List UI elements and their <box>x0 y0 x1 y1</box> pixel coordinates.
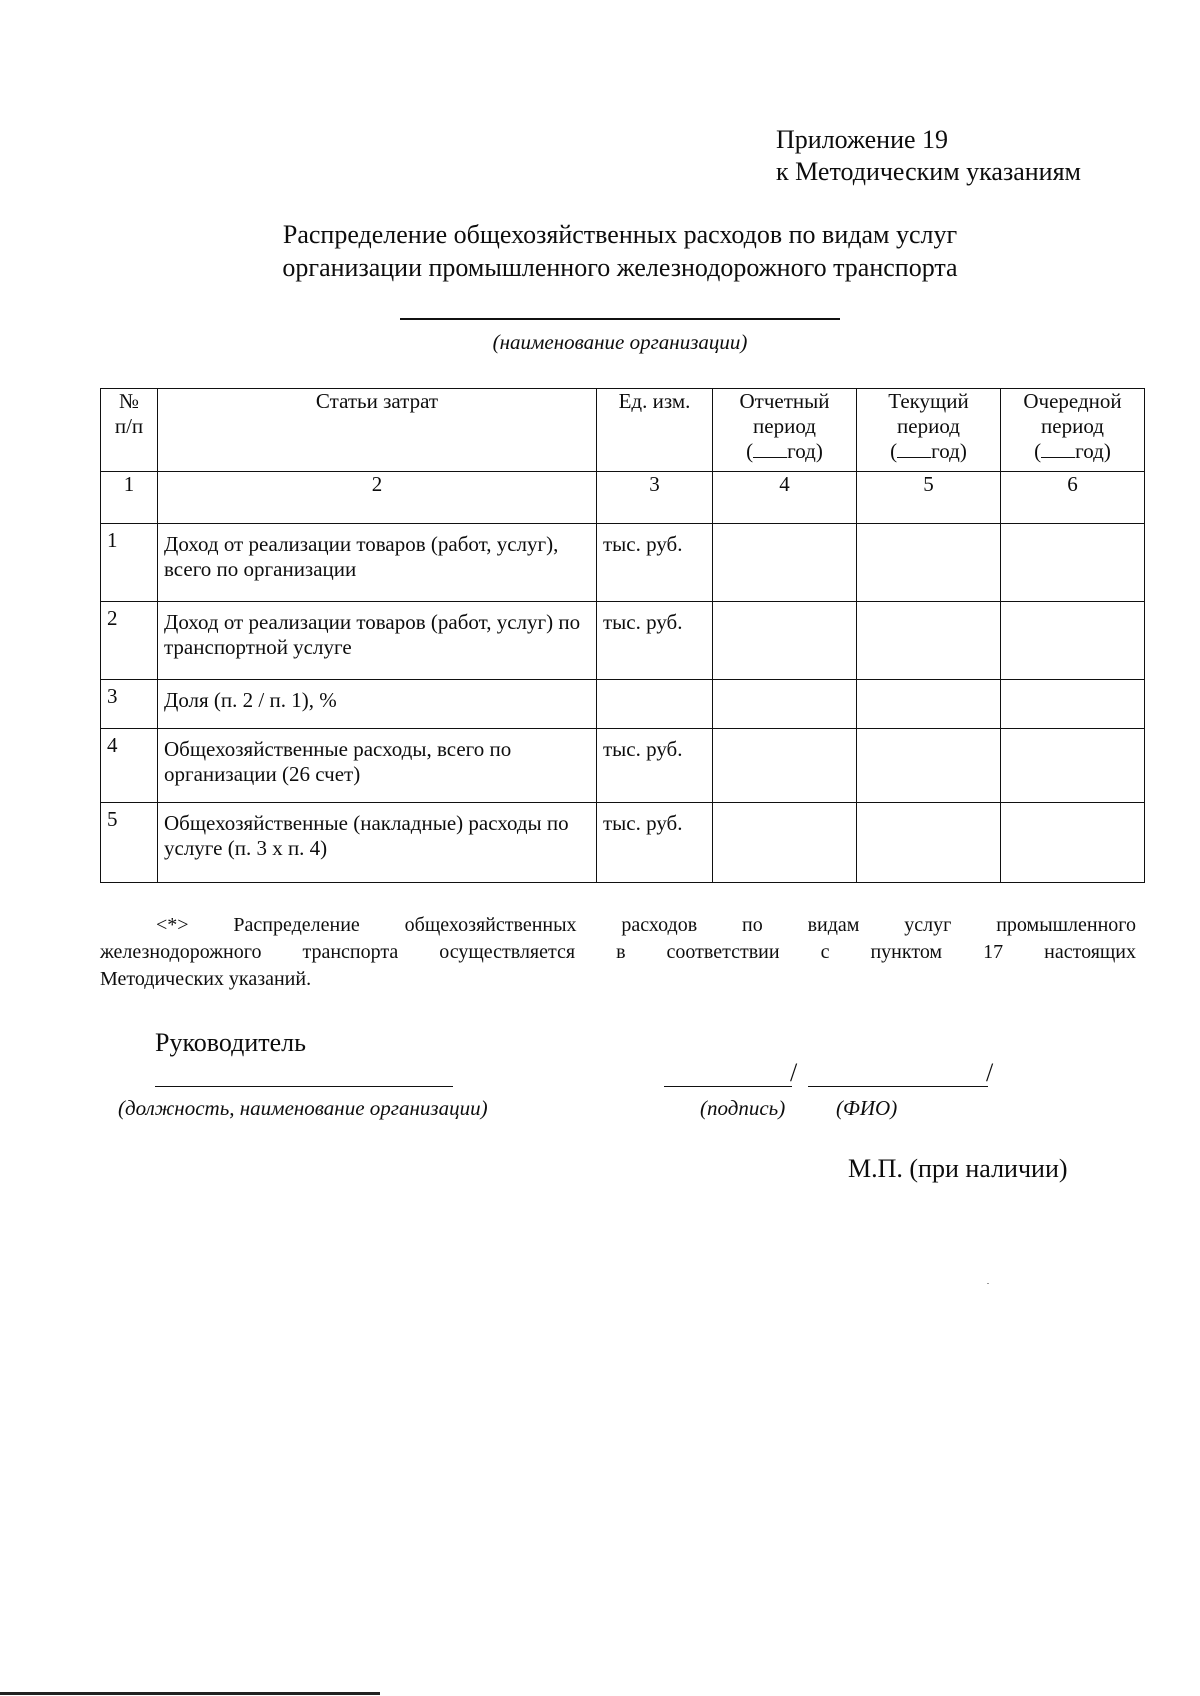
header-unit: Ед. изм. <box>597 389 713 472</box>
expense-distribution-table <box>100 388 1145 883</box>
row-unit <box>597 680 713 729</box>
position-line <box>155 1086 453 1087</box>
header-num <box>101 389 158 472</box>
header-next-period-word: период <box>1041 414 1104 438</box>
appendix-target: к Методическим указаниям <box>776 157 1081 186</box>
appendix-number: Приложение 19 <box>776 125 949 154</box>
header-next-word: Очередной <box>1023 389 1122 413</box>
cell-current-value[interactable] <box>857 680 1001 729</box>
cell-next-value[interactable] <box>1001 729 1145 803</box>
column-number: 5 <box>857 472 1001 524</box>
scan-edge-mark <box>0 1692 380 1695</box>
cell-reporting-value[interactable] <box>713 803 857 883</box>
footnote-line-1: <*> Распределение общехозяйственных расходов по видам услуг промышленного <box>156 914 1136 936</box>
row-unit: тыс. руб. <box>597 602 713 680</box>
row-number: 1 <box>101 524 158 602</box>
column-number: 4 <box>713 472 857 524</box>
row-number: 2 <box>101 602 158 680</box>
row-number: 4 <box>101 729 158 803</box>
header-next-year: ( год) <box>1034 439 1111 463</box>
table-row <box>101 680 1145 729</box>
column-number: 1 <box>101 472 158 524</box>
row-unit: тыс. руб. <box>597 803 713 883</box>
row-item-name: Доход от реализации товаров (работ, услуг) по транспортной услуге <box>158 602 597 680</box>
position-caption: (должность, наименование организации) <box>118 1096 488 1120</box>
column-number-row <box>101 472 1145 524</box>
fio-caption: (ФИО) <box>836 1096 898 1120</box>
title-line-2: организации промышленного железнодорожного транспорта <box>282 253 958 282</box>
row-number: 5 <box>101 803 158 883</box>
row-number: 3 <box>101 680 158 729</box>
header-reporting-word: Отчетный <box>739 389 830 413</box>
row-item-name: Доход от реализации товаров (работ, услуг), всего по организации <box>158 524 597 602</box>
header-num-sign: № <box>118 389 140 413</box>
seal-note: М.П. (при наличии) <box>848 1154 1068 1183</box>
cell-reporting-value[interactable] <box>713 524 857 602</box>
organization-caption: (наименование организации) <box>492 330 748 354</box>
cell-current-value[interactable] <box>857 524 1001 602</box>
scan-speck <box>987 1283 989 1284</box>
footnote-line-2: железнодорожного транспорта осуществляется в соответствии с пунктом 17 настоящих <box>100 941 1136 963</box>
row-unit: тыс. руб. <box>597 729 713 803</box>
cell-next-value[interactable] <box>1001 524 1145 602</box>
header-current-year: ( год) <box>890 439 967 463</box>
table-header-row <box>101 389 1145 472</box>
table-row <box>101 602 1145 680</box>
header-reporting-period <box>713 389 857 472</box>
cell-next-value[interactable] <box>1001 602 1145 680</box>
cell-current-value[interactable] <box>857 602 1001 680</box>
organization-name-line <box>400 318 840 320</box>
row-unit: тыс. руб. <box>597 524 713 602</box>
header-items: Статьи затрат <box>158 389 597 472</box>
row-item-name: Доля (п. 2 / п. 1), % <box>158 680 597 729</box>
column-number: 2 <box>158 472 597 524</box>
cell-next-value[interactable] <box>1001 680 1145 729</box>
signature-caption: (подпись) <box>700 1096 786 1120</box>
header-current-word: Текущий <box>888 389 969 413</box>
document-title <box>150 218 1090 284</box>
header-current-period <box>857 389 1001 472</box>
fio-line <box>808 1086 988 1087</box>
column-number: 6 <box>1001 472 1145 524</box>
footnote-line-3: Методических указаний. <box>100 968 312 990</box>
cell-reporting-value[interactable] <box>713 729 857 803</box>
table-row <box>101 729 1145 803</box>
signature-separator: / <box>790 1058 798 1087</box>
row-item-name: Общехозяйственные (накладные) расходы по услуге (п. 3 x п. 4) <box>158 803 597 883</box>
header-reporting-period-word: период <box>753 414 816 438</box>
header-reporting-year: ( год) <box>746 439 823 463</box>
table-row <box>101 803 1145 883</box>
table-row <box>101 524 1145 602</box>
header-current-period-word: период <box>897 414 960 438</box>
cell-current-value[interactable] <box>857 803 1001 883</box>
cell-current-value[interactable] <box>857 729 1001 803</box>
signature-line <box>664 1086 792 1087</box>
row-item-name: Общехозяйственные расходы, всего по организации (26 счет) <box>158 729 597 803</box>
footnote <box>100 912 1136 993</box>
column-number: 3 <box>597 472 713 524</box>
cell-reporting-value[interactable] <box>713 680 857 729</box>
cell-next-value[interactable] <box>1001 803 1145 883</box>
appendix-reference <box>776 124 1081 188</box>
chief-label: Руководитель <box>155 1028 306 1057</box>
header-num-pp: п/п <box>114 414 144 438</box>
header-next-period <box>1001 389 1145 472</box>
cell-reporting-value[interactable] <box>713 602 857 680</box>
fio-separator: / <box>986 1058 994 1087</box>
title-line-1: Распределение общехозяйственных расходов по видам услуг <box>282 220 958 249</box>
